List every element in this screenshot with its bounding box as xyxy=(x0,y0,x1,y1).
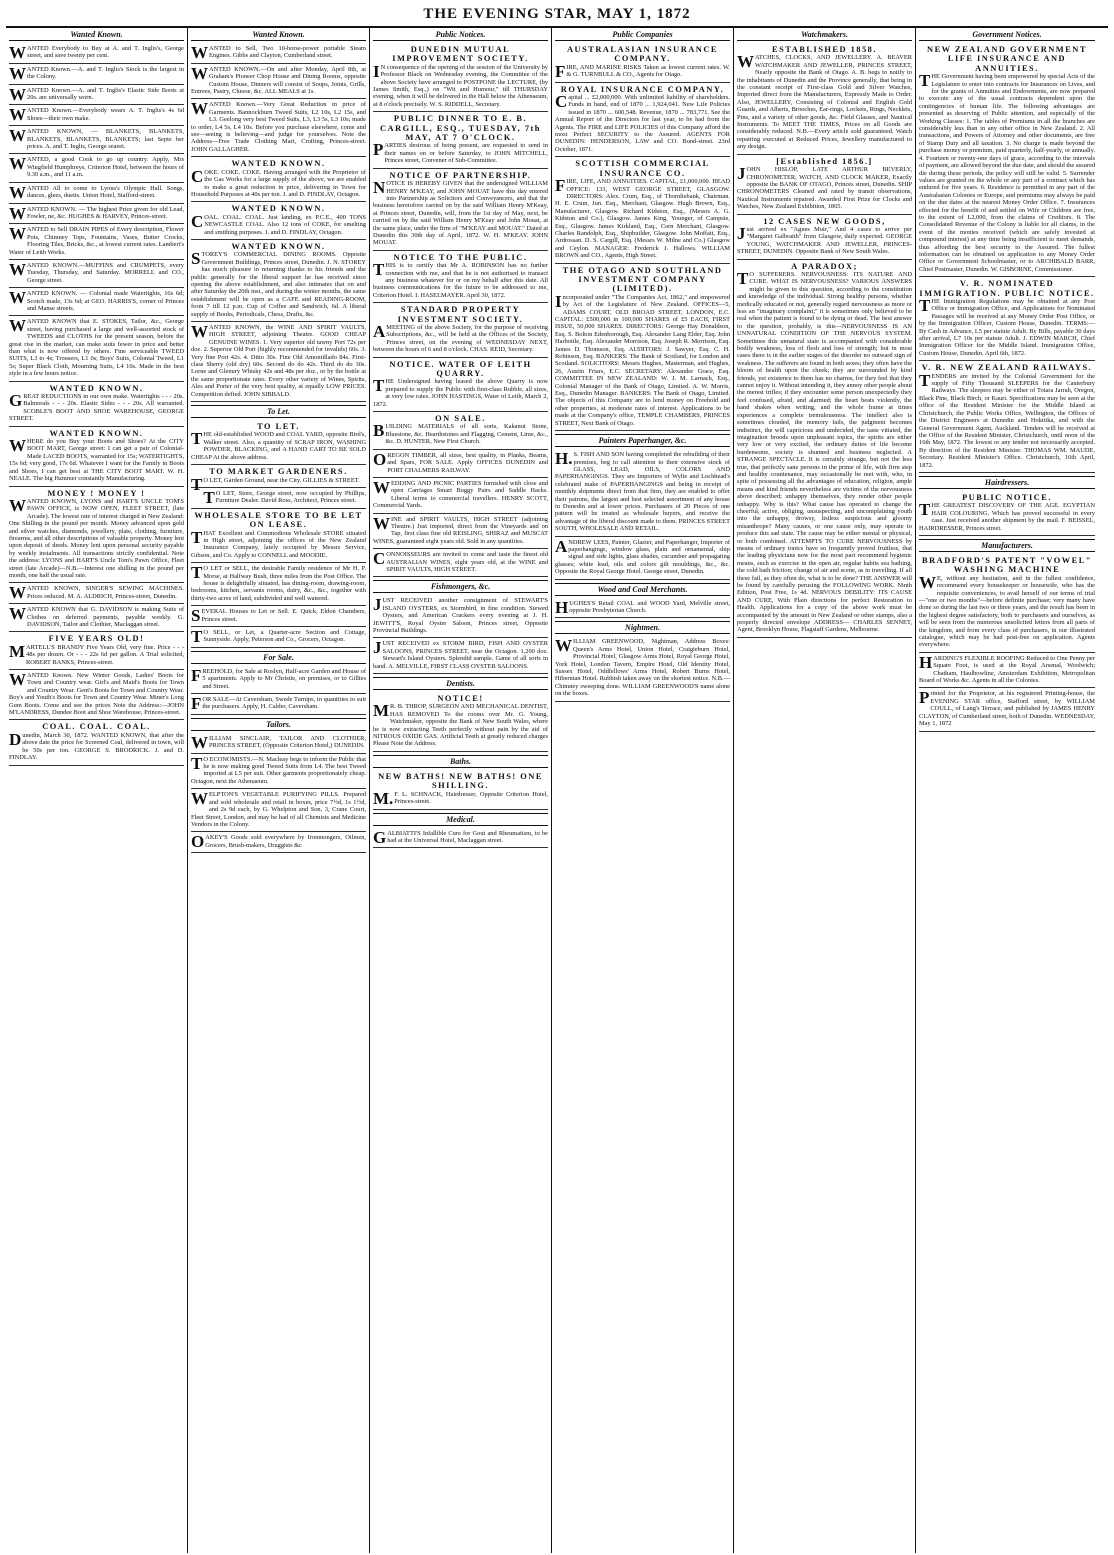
ad-body: WANTED KNOWN that G. DAVIDSON is making Suits of Clothes on deferred payments, payable weekly. G. DAVIDSON, Tailor and Clothier, Maclaggan street. xyxy=(9,604,184,628)
ad-heading: WANTED KNOWN. xyxy=(231,159,326,169)
ad-body: THE Government having been empowered by special Acts of the Legislature to enter into contracts for Insurances on Lives, and for the grants of Annuities and Endowments, are now prepared to execute any of the usual contracts dependent upon the contingencies of human life. The following advantages are presented as deserving of Public attention, and especially of the Working Classes: 1. The tables of Premiums in all the branches are considerably less than in any other office in New Zealand. 2. All transactions, and Powers of Attorney and other documents, are free of Stamp Duty and all taxation. 3. No charge is made beyond the purchase money or premium, paid quarterly, half-yearly, or annually. 4. Fourteen or twenty-one days of grace, according to the intervals of payment, are allowed beyond the due date, and should the assured die during these periods, the policy will still be valid. 5. Surrender values are granted on the whole or any part of a contract which has endured for five years. 6. Residence is permitted in any part of the Australasian Colonies or Europe, and premiums may always be paid on the due dates at the nearest Money Order Office. 7. Insurances effected for the benefit of and settled on Wife or Children are free, to the extent of L2,000, from the claims of Creditors. 8. The Consolidated Revenue of the Colony is liable for all claims, in the event of the monies received (which are safely invested at compound interest) at any time being insufficient to meet demands, thus affording the best security to the Assured. The fullest information can be obtained on application to any Money Order Office or Government Schoolmaster, or to ARCHIBALD BARR, Chief Postmaster, Dunedin. W. GISBORNE, Commissioner. xyxy=(919,71,1095,273)
section-header: Dentists. xyxy=(373,677,548,690)
ad-body: COAL. COAL. COAL. Just landing, ex P.C.E., 400 TONS NEWCASTLE COAL. Also 12 tons of COKE, for smelting and smithing purposes. J. and D. FINDLAY, Octagon. xyxy=(191,211,366,236)
advertisement xyxy=(919,688,1095,731)
ad-body: FREEHOLD, for Sale at Roslyn, Half-acre Garden and House of 5 apartments. Apply to Mr Christie, on premises, or to Gillies and Street. xyxy=(191,665,366,690)
ad-heading: V. R. NEW ZEALAND RAILWAYS. xyxy=(921,363,1093,373)
ad-body: TO SELL, or Let, a Quarter-acre Section and Cottage, Sunnyside. Apply, Peterson and Co., Grocers, Octagon. xyxy=(191,627,366,646)
advertisement xyxy=(191,465,366,494)
advertisement xyxy=(9,670,184,720)
ad-body: SEVERAL Houses to Let or Sell. E. Quick, Eldon Chambers, Princes street. xyxy=(191,606,366,626)
ad-heading: [Established 1856.] xyxy=(776,156,873,166)
advertisement xyxy=(919,277,1095,361)
section-header: Medical. xyxy=(373,813,548,826)
column-1 xyxy=(6,28,188,1553)
column-6 xyxy=(916,28,1098,1553)
ad-heading: 12 CASES NEW GOODS, xyxy=(763,216,886,226)
ad-body: Just arrived ex "Agnes Muir," And 4 cases to arrive per "Margaret Galbraith" from Glasgow, daily expected. GEORGE YOUNG, WATCHMAKER AND JEWELLER, PRINCES-STREET, DUNEDIN. Opposite Bank of New South Wales. xyxy=(737,223,912,256)
advertisement xyxy=(191,733,366,754)
ad-body: PARTIES desirous of being present, are requested to send in their names on or before Saturday, to JOHN MITCHELL, Princes street, Convener of Sub-Committee. xyxy=(373,140,548,165)
section-header: Nightmen. xyxy=(555,621,730,634)
advertisement xyxy=(191,420,366,465)
advertisement xyxy=(191,832,366,853)
ad-body: WELPTON'S VEGETABLE PURIFYING PILLS. Prepared and sold wholesale and retail in boxes, price 7½d, 1s 1½d, and 2s 9d each, by G. Whelpton and Son, 3, Crane Court, Fleet Street, London, and may be had of all Chemists and Medicine Vendors in the Colony. xyxy=(191,789,366,828)
ad-heading: COAL. COAL. COAL. xyxy=(42,722,151,732)
ad-body: WANTED All to come to Lyons's Olympic Hall. Songs, dances, glees, duetts. Union Hotel, Stafford-street. xyxy=(9,182,184,202)
ad-heading: BRADFORD'S PATENT "VOWEL" WASHING MACHINE xyxy=(922,555,1092,575)
advertisement xyxy=(737,155,912,215)
section-header: Wood and Coal Merchants. xyxy=(555,583,730,596)
ad-body: TO LET, Garden Ground, near the City. GILLIES & STREET. xyxy=(191,474,360,494)
advertisement xyxy=(9,487,184,584)
ad-body: HARDING'S FLEXIBLE ROOFING Reduced to One Penny per Square Foot, is used at the Royal Arsenal, Woolwich; Chatham, Haulbowline, Amsterdam Exhibition, Metropolitan Board of Works &c. Agents in all the Colonies. xyxy=(919,652,1095,685)
advertisement xyxy=(9,105,184,126)
advertisement xyxy=(191,694,366,715)
ad-heading: ROYAL INSURANCE COMPANY. xyxy=(560,84,725,94)
advertisement xyxy=(9,126,184,154)
ad-body: TO LET or SELL, the desirable Family residence of Mr H. P. Morse, at Halfway Bush, three miles from the Post Office. The house is delightfully situated, has dining-room, drawing-room, bedrooms, kitchen, servants rooms, dairy, &c., &c., together with thirty-two acres of land, subdivided and well watered. xyxy=(191,563,366,602)
ad-body: MARTELL'S BRANDY Five Years Old, very fine. Price - - - 48s per dozen. Or - - - 22s 6d per gallon. A Trial solicited, ROBERT BANKS, Princes-street. xyxy=(9,641,184,666)
ad-body: WANTED KNOWN.—On and after Monday, April 8th, at Graham's Pioneer Chop House and Dining Rooms, opposite Custom House, Dinners will consist of Soups, Joints, Grills, Entrees, Pastry, Cheese, &c. ALL MEALS at 1s. xyxy=(191,63,366,96)
ad-body: THAT Excellent and Commodious Wholesale STORE situated in High street, adjoining the offices of the New Zealand Insurance Company, lately occupied by Messrs Service, Gibson, and Co. Apply to CONNELL and MOODIE. xyxy=(191,527,366,559)
advertisement xyxy=(373,692,548,752)
ad-body: THE old-established WOOD and COAL YARD, opposite Bird's, Walker street. Also, a quantity of SCRAP IRON, WASHING POWDER, BLACKING, and A HAND CART TO BE SOLD CHEAP At the above address. xyxy=(191,429,366,461)
ad-heading: NOTICE OF PARTNERSHIP. xyxy=(389,170,532,180)
advertisement xyxy=(9,43,184,64)
column-4 xyxy=(552,28,734,1553)
advertisement xyxy=(9,85,184,106)
ad-heading: WANTED KNOWN. xyxy=(231,204,326,214)
ad-body: IN consequence of the opening of the session of the University by Professor Black on Wednesday evening, the Committee of the above Society have arranged to POSTPONE the LECTURE, (by James Smith, Esq.,) on "Wit and Humour," till THURSDAY evening, when it will be delivered in the Hall below the Athenaeum, at 8 o'clock precisely. W. S. RIDDELL, Secretary. xyxy=(373,61,548,108)
advertisement xyxy=(373,595,548,638)
section-header: Hairdressers. xyxy=(919,476,1095,489)
ad-body: WE, without any hesitation, and in the fullest confidence, recommend every housekeeper or housewife, who has the requisite conveniences, to avail herself of our terms of trial—"one or two months"—before definite purchase; very many have done so during the last two or three years, and the result has been in the highest degree satisfactory, both to purchasers and ourselves, as will be seen from the numerous unsolicited letters from all parts of the kingdom, and from every class of purchasers, in our illustrated catalogue, which may be had post-free on application. Agents everywhere. xyxy=(919,572,1095,649)
ad-body: COKE. COKE. COKE. Having arranged with the Proprietor of the Gas Works for a large supply of the above, we are enabled to make a great reduction in price, delivering in Town for Household Purposes at 40s per ton. J. and D. FINDLAY, Octagon. xyxy=(191,166,366,198)
section-header: Manufacturers. xyxy=(919,539,1095,552)
ad-heading: DUNEDIN MUTUAL IMPROVEMENT SOCIETY. xyxy=(392,45,529,64)
advertisement xyxy=(373,43,548,112)
ad-heading: SCOTTISH COMMERCIAL INSURANCE CO. xyxy=(575,159,710,178)
section-header: Baths. xyxy=(373,755,548,768)
advertisement xyxy=(373,549,548,577)
section-header: For Sale. xyxy=(191,651,366,664)
masthead: THE EVENING STAR, MAY 1, 1872 xyxy=(6,4,1108,28)
ad-heading: NEW ZEALAND GOVERNMENT LIFE INSURANCE AND ANNUITIES. xyxy=(927,45,1087,73)
advertisement xyxy=(373,638,548,674)
column-5 xyxy=(734,28,916,1553)
advertisement xyxy=(373,303,548,357)
advertisement xyxy=(191,563,366,606)
ad-body: WANTED Everybody to Buy at A. and T. Inglis's, George street, and save twenty per cent. xyxy=(9,43,184,62)
ad-heading: MONEY ! MONEY ! xyxy=(47,488,146,498)
ad-body: JUST RECEIVED another consignment of STEWART'S ISLAND OYSTERS, ex Stormbird, in fine condition. Stewed Oysters, and American Crackers every evening at J. H. JEWITT'S, Royal Oyster Saloon, Princes street, Opposite Provincial Buildings. xyxy=(373,595,548,634)
ad-body: THE GREATEST DISCOVERY OF THE AGE. EGYPTIAN HAIR COLOURING. Which has proved successful in every case. Just received another shipment by the mail. F. BEISSEL, HAIRDRESSER, Princes street. xyxy=(919,500,1095,532)
ad-body: JOHN HISLOP, LATE ARTHUR BEVERLY, CHRONOMETER, WATCH, AND CLOCK MAKER, Exactly opposite the BANK OF OTAGO, Princes street, Dunedin. SHIP CHRONOMETERS Cleaned and rated by transit observations, Nautical Instruments repaired. Awarded First Prize for Clocks and Watches, New Zealand Exhibition, 1865. xyxy=(737,164,912,211)
column-header: Watchmakers. xyxy=(737,28,912,41)
advertisement xyxy=(919,653,1095,689)
ad-body: Dunedin, March 30, 1872. WANTED KNOWN, that after the above date the price for Screened Coal, delivered in town, will be 50s per ton. GEORGE S. BRODRICK. J. and D. FINDLAY. xyxy=(9,729,184,762)
advertisement xyxy=(191,666,366,694)
advertisement xyxy=(555,157,730,263)
ad-body: OREGON TIMBER, all sizes, best quality, in Planks, Beams, and Spars, FOR SALE. Apply OFFICES DUNEDIN and PORT CHALMERS RAILWAY. xyxy=(373,449,548,474)
columns-container xyxy=(6,28,1108,1553)
ad-body: WANTED KNOWN, LYONS and HART'S UNCLE TOM'S PAWN OFFICE, is NOW OPEN, FLEET STREET, (late Arcade). The lowest rate of interest charged in New Zealand: One Shilling in the pound per month. Money advanced upon gold and silver watches, diamonds, jewellery, plate, clothing, furniture, firearms, and all other descriptions of valuable property. Money lent upon deposit of deeds. Money lent upon personal security payable by weekly instalments. All transactions strictly confidential. Note the address: LYONS and HART'S Uncle Tom's Pawn Office, Fleet street (late Arcade)—N.B.—Interest one shilling in the pound per month, one half the usual rate. xyxy=(9,495,184,579)
advertisement xyxy=(373,412,548,450)
ad-body: WANTED KNOWN. — Colonial made Watertights, 16s 6d; Scotch made, 13s 6d; at GEO. HARRIS'S, corner of Princes and Manse streets. xyxy=(9,288,184,312)
ad-heading: WANTED KNOWN. xyxy=(231,241,326,251)
advertisement xyxy=(9,382,184,427)
advertisement xyxy=(191,754,366,790)
advertisement xyxy=(919,491,1095,536)
column-2 xyxy=(188,28,370,1553)
advertisement xyxy=(373,514,548,550)
advertisement xyxy=(9,183,184,204)
ad-body: WILLIAM GREENWOOD, Nightman, Address Boxes: Queen's Arms Hotel, Union Hotel, Craigieburn Hotel, Provincial Hotel, Glasgow Arms Hotel, Royal George Hotel, York Hotel, London Tavern, Empire Hotel, Old Identity Hotel, Sussex Hotel, Oddfellows' Arms Hotel, Robert Burns Hotel, Hibernian Hotel. Rubbish taken away on the shortest notice. N.B.—Chimney sweeping done. WILLIAM GREENWOOD'S name alone on the boxes. xyxy=(555,636,730,698)
ad-heading: FIVE YEARS OLD! xyxy=(48,634,145,644)
advertisement xyxy=(9,604,184,632)
ad-body: THE Undersigned having leased the above Quarry is now prepared to supply the Public with first-class Rubble, all sizes, at very low rates. JOHN HASTINGS, Water of Leith, March 2, 1872. xyxy=(373,376,548,408)
advertisement xyxy=(737,43,912,155)
advertisement xyxy=(9,720,184,765)
advertisement xyxy=(555,43,730,83)
ad-body: GALBIATTI'S Infallible Cure for Gout and Rheumatism, to be had at the Universal Hotel, Maclaggan street. xyxy=(373,827,548,847)
ad-heading: ESTABLISHED 1858. xyxy=(772,45,877,54)
advertisement xyxy=(9,260,184,288)
ad-body: AMEETING of the above Society, for the purpose of receiving Subscriptions, &c., will be held at the Offices of the Society, Princes street, on the evening of WEDNESDAY NEXT, between the hours of 6 and 8 o'clock. CHAS. REID, Secretary. xyxy=(373,322,548,354)
ad-body: Capital ... £2,000,000. With unlimited liability of shareholders. Funds in hand, end of 1870 ... 1,924,041. New Life Policies issued in 1870 ... 600,548. Revenue, 1870 ... 783,771. See the Annual Report of the Directors for last year, to be had from the Agents. The FIRE and LIFE POLICIES of this Company afford the most Perfect SECURITY to the Assured. AGENTS FOR DUNEDIN: HENDERSON, LAW and CO. Bond-street. 23rd October, 1871. xyxy=(555,92,730,153)
column-header: Public Companies xyxy=(555,28,730,41)
ad-body: WEDDING AND PICNIC PARTIES furnished with close and open Carriages Smart Buggy Pairs and Saddle Hacks. Liberal terms to commercial travellers. HENRY SCOTT, Commercial Yards. xyxy=(373,477,548,510)
ad-body: HUGHES'S Retail COAL and WOOD Yard, Melville street, opposite Presbyterian Church. xyxy=(555,597,730,617)
advertisement xyxy=(191,789,366,832)
ad-body: THIS is to certify that Mr A. ROBINSON has no further connection with me, and that he is not authorised to transact any business whatever for or on my behalf after this date. All business communications for the future to be addressed to me, Criterion Hotel. I. HASELMAYER. April 30, 1872. xyxy=(373,260,548,299)
ad-body: ANDREW LEES, Painter, Glazier, and Paperhanger, Importer of paperhangings, window glass, plain and ornamental, ship signal and side lights, glass shades, cucumber and propagating glasses; white lead, oils and colors gilt mouldings, &c., &c. Opposite the Royal George Hotel. George street, Dunedin. xyxy=(555,536,730,576)
advertisement xyxy=(9,632,184,670)
ad-body: FOR SALE—At Caversham, Swede Turnips, in quantities to suit the purchasers. Apply, H. Calder, Caversham. xyxy=(191,694,366,714)
advertisement xyxy=(373,251,548,303)
advertisement xyxy=(555,264,730,432)
advertisement xyxy=(919,554,1095,653)
advertisement xyxy=(191,99,366,157)
ad-heading: WANTED KNOWN. xyxy=(49,383,144,393)
advertisement xyxy=(9,224,184,260)
advertisement xyxy=(191,240,366,322)
ad-heading: WANTED KNOWN. xyxy=(49,428,144,438)
column-header: Government Notices. xyxy=(919,28,1095,41)
advertisement xyxy=(191,627,366,648)
advertisement xyxy=(373,478,548,514)
ad-heading: PUBLIC DINNER TO E. B. CARGILL, ESQ., TUESDAY, 7th MAY, AT 7 O'CLOCK. xyxy=(380,114,541,143)
ad-body: FIRE, AND MARINE RISKS Taken as lowest current rates. W. & G. TURNBULL & CO., Agents for Otago. xyxy=(555,61,730,81)
ad-body: WANTED Known.—A. and T. Inglis's Stock is the largest in the Colony. xyxy=(9,63,184,83)
ad-body: Printed for the Proprietor, at his registered Printing-house, the EVENING STAR office, Stafford street, by WILLIAM COULL, of Lang's Terrace, and published by JAMES HENRY CLAYTON, of Cumberland street, both of Dunedin. WEDNESDAY, May 1, 1872 xyxy=(919,688,1095,728)
ad-heading: NOTICE TO THE PUBLIC. xyxy=(393,252,528,262)
ad-body: OAKEY'S Goods sold everywhere by Ironmongers, Oilmen, Grocers, Brush-makers, Druggists &c xyxy=(191,832,366,852)
advertisement xyxy=(555,83,730,158)
ad-heading: AUSTRALASIAN INSURANCE COMPANY. xyxy=(567,45,718,64)
advertisement xyxy=(191,488,366,509)
ad-body: WANTED KNOWN.—MUFFINS and CRUMPETS, every Tuesday, Thursday, and Saturday. MORRELL and CO., George street. xyxy=(9,259,184,284)
ad-body: WANTED Known.—Everybody wears A. T. Inglis's 4s 6d Shoes—their own make. xyxy=(9,105,184,125)
ad-body: WANTED Known.—Very Great Reduction in price of Garments. Bannockburn Tweed Suits, L2 10s, L2 15s, and L3. Geelong very best Tweed Suits, L3, L3 5s, L3 10s; made to order, L4 5s, L4 10s. Before you purchase elsewhere, come and see—seeing is believing—and judge for yourselves. Note the Address—Free Trade Clothing Mart, Crofting, Princes-street. JOHN GALLAGHER. xyxy=(191,99,366,153)
ad-heading: PUBLIC NOTICE. xyxy=(962,492,1052,502)
advertisement xyxy=(737,260,912,638)
column-header: Wanted Known. xyxy=(191,28,366,41)
advertisement xyxy=(191,43,366,64)
ad-heading: STANDARD PROPERTY INVESTMENT SOCIETY. xyxy=(397,305,524,324)
ad-body: WANTED KNOWN that E. STOKES, Tailor, &c., George street, having purchased a large and well-assorted stock of TWEEDS and CLOTHS for the present season, before the great rise in the market, can make suits fewer in price and better than what is now offered by others. Fine serviceable TWEED SUITS, L3 to 4s; Trousers, L1 0s; Boys' Suits, Colonial Tweed, L1 5s; Super Black Cloth, Mourning Suits, L4 10s. Made in the best style in a few hours notice. xyxy=(9,316,184,378)
ad-body: WANTED to Sell DRAIN PIPES of Every description, Flower Pots, Chimney Tops, Fountains, Vases, Butter Crocks, Flooring Tiles, Bricks, &c., at lowest current rates. Lambert's Water of Leith Works. xyxy=(9,224,184,256)
advertisement xyxy=(9,288,184,316)
ad-heading: A PARADOX; xyxy=(791,261,858,271)
ad-body: BUILDING MATERIALS of all sorts, Kakanui Stone, Bluestone, &c. Hearthstones and Flagging, Cement, Lime, &c., &c. D. HUNTER, New First Church. xyxy=(373,421,548,446)
ad-body: MR. B. THROP, SURGEON AND MECHANICAL DENTIST, HAS REMOVED To the rooms over Mr. G. Young, Watchmaker, opposite the Bank of New South Wales, where he is now extracting Teeth perfectly without pain by the aid of NITROUS OXIDE GAS. Artificial Teeth at greatly reduced charges Please Note the Address. xyxy=(373,701,548,748)
ad-body: WANTED Known.—A. and T. Inglis's Elastic Side Boots at 20s. are universally worn. xyxy=(9,84,184,104)
advertisement xyxy=(9,427,184,487)
advertisement xyxy=(373,828,548,849)
advertisement xyxy=(9,64,184,85)
advertisement xyxy=(555,598,730,619)
section-header: To Let. xyxy=(191,405,366,418)
ad-heading: NEW BATHS! NEW BATHS! ONE SHILLING. xyxy=(378,771,543,791)
ad-body: STOREY'S COMMERCIAL DINING ROOMS. Opposite Government Buildings, Princes street, Dunedin. J. N. STOREY has much pleasure in returning thanks to his friends and the public generally for the liberal support he has received since opening the above establishment, and also intimates that on and after Saturday the 20th inst., and during the winter months, the same establishment will be open as a CAFE and READING-ROOM, from 7 till 12 p.m. Cup of Coffee and Sandwich, 6d. A liberal supply of Books, Periodicals, Chess, Drafts, &c. xyxy=(191,249,366,318)
ad-body: WANTED KNOWN. — The highest Price given for old Lead, Fowler, ne, &c. HUGHES & HARVEY, Princes-street. xyxy=(9,203,184,223)
advertisement xyxy=(373,169,548,251)
ad-heading: THE OTAGO AND SOUTHLAND INVESTMENT COMPANY (LIMITED). xyxy=(562,265,723,294)
advertisement xyxy=(919,361,1095,473)
advertisement xyxy=(191,509,366,563)
advertisement xyxy=(9,583,184,604)
ad-body: CONNOISSEURS are invited to come and taste the finest old AUSTRALIAN WINES, eight years old, at the WINE and SPIRIT VAULTS, HIGH STREET. xyxy=(373,549,548,573)
section-header: Painters Paperhanger, &c. xyxy=(555,434,730,447)
column-header: Public Notices. xyxy=(373,28,548,41)
advertisement xyxy=(191,157,366,202)
advertisement xyxy=(191,202,366,240)
advertisement xyxy=(555,537,730,580)
ad-heading: ON SALE. xyxy=(435,414,486,424)
ad-body: TO SUFFERERS. NERVOUSNESS: ITS NATURE AND CURE. WHAT IS NERVOUSNESS? VARIOUS ANSWERS might be given to this question, according to the constitution and knowledge of the individual. Strong healthy persons, whether medically educated or not, generally regard nervousness as more or less an "imaginary complaint;" it is sometimes only believed to be real when the patient is found to be dying or dead. The best answer to the question, probably, is this—NERVOUSNESS IS AN UNNATURAL CONDITION OF THE NERVOUS SYSTEM. Sometimes this unnatural state is accompanied with considerable bodily weakness, loss of flesh and loss of strength; but in most cases there is in the earlier stages of the disorder no outward sign of weakness. The sufferers are found in both sexes; they often have the bloom of health upon the cheek; they are surrounded by kind friends, yet existence to them has no charms, for they feel that they cannot enjoy it. Without intending it, they annoy other people about the merest trifles; if they encounter some person unexpectedly they feel confused, afraid, and alarmed; the heart beats violently, the hand shakes when writing, and the whole frame at times experiences a complete tremulousness. The intellect also is sometimes clouded, the memory fails, the judgment becomes indistinct, the will capricious and undecided, the taste vitiated, the imagination broods upon unpleasant topics, the spirits are either very low or very excited, the ordinary duties of life become burdensome, society is shunned and business neglected. A STRANGE SPECTACLE. It is certainly strange, but not the less true, that perfectly sane persons in the prime of life, with firm step and healthy countenance, may occasionally be met with, who, in spite of possessing all the advantages of education, religion, ample means and kind friends nevertheless are victims of the nervousness above described; unhappy themselves, they render other people unhappy. Why is this? What cause has operated to change the cheerful, active, obliging, unsuspecting, and uncomplaining youth into the unhappy, drowsy, listless suspicious and gloomy misanthrope? Many causes, or one cause only, may operate to produce this sad state. The cause may be either mental or physical, or both combined. ATTEMPTS TO CURE NERVOUSNESS by means of ordinary tonics have so frequently proved fruitless, that the leading physicians now for the most part recommend hygienic means, such as exercise in the open air, regular habits sea bathing, the cold bath friction; change of air and scene, as in travelling. If all these fail, as they often do, what is to be done? THE ANSWER will be found by carefully perusing the FOLLOWING WORK. Ninth Edition, Post Free, 1s 4d. NERVOUS DEBILITY: ITS CAUSE AND CURE, With Plain directions for perfect Restoration to Health. Applications for a copy of the above work must be accompanied by the amount in New Zealand or other stamps, also a properly directed envelope ADDRESS— CHARLES SENNET, Agent, Brooklyn House, Flagstaff Gardens, Melbourne. xyxy=(737,268,912,634)
advertisement xyxy=(737,215,912,260)
ad-body: H.S. FISH AND SON having completed the rebuilding of their premises, beg to call attention to their extensive stock of GLASS, LEAD, OILS, COLORS AND PAPERHANGINGS. They are Importers of Wylie and Lochhead's celebrated make of PAPERHANGINGS and being in receipt of monthly shipments direct from that firm, they are enabled to offer their patrons, the largest and best selected assortment of any house in Dunedin and at lower prices. Purchasers of 20 Pieces of one pattern will be treated as wholesale buyers, and receive the advantage of the liberal discount made to them. PRINCES STREET SOUTH, WHOLESALE AND RETAIL. xyxy=(555,449,730,533)
advertisement xyxy=(373,112,548,168)
advertisement xyxy=(373,770,548,810)
ad-body: WANTED, a good Cook to go up country. Apply, Mrs Wingfield Humphreys, Criterion Hotel, between the hours of 9.30 a.m., and 11 a.m. xyxy=(9,154,184,179)
ad-body: FIRE, LIFE, AND ANNUITIES. CAPITAL, £1,000,000. HEAD OFFICE: 133, WEST GEORGE STREET, GLASGOW. DIRECTORS: Alex. Crum, Esq., of Thornliebank, Chairman. H. E. Crum, Jun. Esq., Merchant, Glasgow. Hugh Brown, Esq., Manufacturer, Glasgow. Richard Kidston, Esq., (Messrs A. G. Kidston and Co.), Glasgow. James King, Younger, of Campsie, Esq., Glasgow. James Kirkland, Esq., Corn Merchant, Glasgow. Charles Randolph, Esq., Shipbuilder, Glasgow. John Moffatt, Esq., Ardrossan. D. S. Cargill, Esq. (Messrs W. Milne and Co.) Glasgow and Ceylon. MANAGER: Frederick J. Hallows. WILLIAM BROWN and CO., Agents, High Street. xyxy=(555,176,730,260)
column-header: Wanted Known. xyxy=(9,28,184,41)
ad-body: TO ECONOMISTS.—N. Macleay begs to inform the Public that he is now making good Tweed Suits from L4. The best Tweed imported at L5 per suit. Other garments proportionately cheap. Octagon, next the Athenaeum. xyxy=(191,753,366,785)
ad-body: M.F. L. SCHNACK, Hairdresser, Opposite Criterion Hotel, Princes-street. xyxy=(373,788,548,808)
section-header: Fishmongers, &c. xyxy=(373,580,548,593)
ad-body: NOTICE IS HEREBY GIVEN that the undersigned WILLIAM HENRY M'KEAY, and JOHN MOUAT have this day entered into Partnership as Solicitors and Conveyancers, and that the business heretofore carried on by the said William Henry M'Keay, at Princes street, Dunedin, will, from the 1st day of May, next, be carried on by the said William Henry M'Keay and John Mouat, at the same place, under the firm of "M'KEAY and MOUAT." Dated at Dunedin this 30th day of April, 1872. W. H. M'KEAY. JOHN MOUAT. xyxy=(373,178,548,247)
ad-body: WANTED KNOWN, — BLANKETS, BLANKETS, BLANKETS, BLANKETS, BLANKETS; last Septe ber prices. A. and T. Inglis, George seaeet. xyxy=(9,126,184,151)
advertisement xyxy=(191,606,366,627)
ad-body: WILLIAM SINCLAIR, TAILOR AND CLOTHIER, PRINCES STREET, (Opposite Criterion Hotel,) DUNEDIN. xyxy=(191,732,366,752)
ad-body: Incorporated under "The Companies Act, 1862," and empowered by Act of the Legislature of New Zealand. OFFICES—5, ADAMS COURT, OLD BROAD STREET, LONDON, E.C. CAPITAL: £500,000 in 100,000 SHARES of £5 EACH, FIRST ISSUE, 50,000 SHARES. DIRECTORS: George Hay Donaldson, Esq. S. Bolton Edenborough, Esq. Alexander Lang Elder, Esq. John Harbottle, Esq. Alexander Morrison, Esq. Joseph R. Morrison, Esq. James D. Thomson, Esq. AUDITORS: J. Sawyer, Esq. C. H. Robinson, Esq. BANKERS: The Bank of Scotland, for London and Scotland. SOLICITORS: Messrs Hughes, Masterman, and Hughes, 26, Austin Friars, E.C. SECRETARY: Alexander Grace, Esq. COMMITTEE IN NEW ZEALAND: W. J. M. Larnach, Esq., Colonial Manager of the Bank of Otago, Limited. A. W. Morris, Esq., Dunedin Manager. BANKERS: The Bank of Otago, Limited. The objects of this Company are to lend money on Freehold and other properties, at moderate rates of interest. Applications to be made at the Company's office, TEMPLE CHAMBERS, PRINCES STREET, Next Bank of Otago. xyxy=(555,291,730,427)
ad-body: GREAT REDUCTIONS in our own make. Watertights - - - 20s. Balmorals - - - 20s. Elastic Sides - - - 20s. All warranted. SCOBLE'S BOOT AND SHOE WAREHOUSE, GEORGE STREET. xyxy=(9,391,184,423)
advertisement xyxy=(555,636,730,701)
ad-body: WINE and SPIRIT VAULTS, HIGH STREET (adjoining Theatre.) Just imported, direct from the Vineyards and on Tap, first class fine old REISLING, SHIRAZ and MUSCAT WINES, guaranteed eight years old. Sold in any quantities. xyxy=(373,513,548,545)
advertisement xyxy=(9,154,184,182)
ad-heading: NOTICE. WATER OF LEITH QUARRY. xyxy=(389,359,532,379)
ad-body: TO LET, Store, George street, now occupied by Phillips, Furniture Dealer. David Ross, Architect, Princes street. xyxy=(203,487,366,507)
advertisement xyxy=(373,450,548,478)
ad-heading: TO MARKET GARDENERS. xyxy=(209,467,348,477)
ad-body: WANTED Known. New Winter Goods, Ladies' Boots for Town and Country wear. Girl's and Maid's Boots for Town and Country Wear. Gent's Boots for Town and Country Wear. Boy's and Youth's Boots for Town and Country Wear. Miner's Long Gum Boots. Come and see the prices Note the Address:—JOHN M'LANDRESS, Dundee Boot and Shoe Warehouse, Princes-street. xyxy=(9,670,184,717)
ad-heading: WHOLESALE STORE TO BE LET ON LEASE. xyxy=(194,510,363,530)
advertisement xyxy=(373,358,548,412)
ad-body: THE Immigration Regulations may be obtained at any Post Office or Immigration Office, and Applications for Nominated Passages will be received at any Money Order Post Office, or by the Immigration Officer, Custom House, Dunedin. TERMS:— By Cash in Advance, L5 per statute Adult. By Bills, payable 30 days after arrival, L7 10s per statute Adult. J. EDWIN MARCH, Chief Immigration Officer for the Middle Island. Immigration Office, Custom House, Dunedin. April 6th, 1872. xyxy=(919,296,1095,357)
advertisement xyxy=(191,322,366,402)
column-3 xyxy=(370,28,552,1553)
ad-body: TENDERS are invited by the Colonial Government for the supply of Fifty Thousand SLEEPERS for the Canterbury Railways. The sleepers may be either of Totara Jarrah, Oregon, Black Pine, Black Birch, or Kauri. Specifications may be seen at the office of the Resident Minister for the Middle Island at Christchurch, the Public Works Office, Wellington, the Offices of the District Engineers at Dunedin and Hokitika, and with the General Government Agent, Auckland. Tenders will be received at the Office of the Resident Minister, Christchurch, until noon of the 16th May, 1872. The lowest or any tender not necessarily accepted. By direction of the Resident Minister. THOMAS WM. MAUDE, Secretary. Resident Minister's Office. Christchurch, 16th April, 1872. xyxy=(919,370,1095,469)
ad-heading: V. R. NOMINATED IMMIGRATION. PUBLIC NOTICE. xyxy=(919,279,1095,298)
ad-body: WANTED KNOWN, the WINE AND SPIRIT VAULTS, HIGH STREET, adjoining Theatre. GOOD CHEAP GENUINE WINES. 1. Very superior old tawny Port 72s per doz. 2. Superior Old Port (highly recommended for invalids) 60s. 3. Very fine Port 42s. 4. Ditto 30s. Fine Old Amontillado 84s. First-class Sherry (old dry) 60s. Second do do 42s. Third do do 30s. Lorne and Glenury Whisky 42s and 48s per doz., or by the bottle at the same proportionate rates. Every other variety of Wines, Spirits, Ales and Porter of the very best quality, at equally LOW PRICES. Competition defied. JOHN SIBBALD. xyxy=(191,322,366,398)
section-header: Tailors. xyxy=(191,718,366,731)
ad-heading: NOTICE! xyxy=(437,694,484,704)
ad-body: JUST RECEIVED ex STORM BIRD, FISH AND OYSTER SALOONS, PRINCES STREET, near the Octagon. 1,200 doz. Stewart's Island Oysters. Splendid sample. Game of all sorts in hand. A. MELVILLE, FIRST CLASS OYSTER SALOONS. xyxy=(373,638,548,670)
advertisement xyxy=(919,43,1095,277)
advertisement xyxy=(9,204,184,225)
ad-heading: TO LET. xyxy=(257,422,300,432)
ad-body: WANTED to Sell, Two 10-horse-power portable Steam Engines. Gibbs and Clayton, Cumberland street. xyxy=(191,43,366,62)
ad-body: WHERE do you Buy your Boots and Shoes? At the CITY BOOT MART, George street: I can get a pair of Colonial-Made LACED BOOTS, warranted for 15s; WATERTIGHTS, 15s 6d; very good, 17s 6d. Whatever I want for the Family in Boots and Shoes, I can get best at THE CITY BOOT MART. W. H. NEALE. The big Hammer constantly Manufacturing. xyxy=(9,436,184,483)
advertisement xyxy=(191,64,366,100)
advertisement xyxy=(555,449,730,536)
ad-body: WATCHES, CLOCKS, AND JEWELLERY. A. BEAVER WATCHMAKER AND JEWELLER, PRINCES STREET, Nearly opposite the Bank of Otago. A. B. begs to notify to the inhabitants of Dunedin and the Province generally, that being in the constant receipt of First-class Gold and Silver Watches, Imported direct from the Manufacturers, Expressly Made to Order. Also, JEWELLERY, Consisting of Colonial and English Gold Guards, and Alberts, Brooches, Ear-rings, Lockets, Rings, Necklets, Pins, and a variety of other goods, &c. Field Glasses, and Nautical Instruments. To MEET THE TIMES, Prices on all Goods are considerably reduced. N.B.—Every article sold guaranteed. Watch repairing executed at Reduced Prices, Jewellery manufactured to any design. xyxy=(737,52,912,151)
advertisement xyxy=(9,316,184,381)
ad-body: WANTED KNOWN, SINGER'S SEWING MACHINES. Prices reduced. M. A. ALDRICH, Princes-street, Dunedin. xyxy=(9,583,184,603)
